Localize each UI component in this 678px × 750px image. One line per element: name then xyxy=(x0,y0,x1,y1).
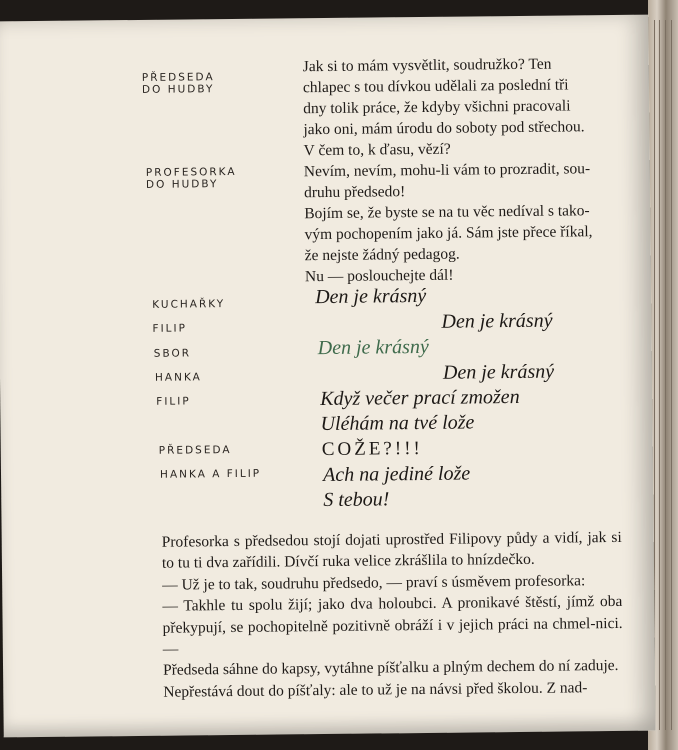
dialogue-profesorka xyxy=(304,158,605,287)
dialogue-line: Nu — poslouchejte dál! xyxy=(304,266,454,286)
speaker-name: PROFESORKA xyxy=(145,165,237,179)
dialogue-line: Bojím se, že byste se na tu věc nedíval s tako- xyxy=(304,202,590,223)
song-line-kucharky: Den je krásný xyxy=(315,284,427,309)
dialogue-line: dny tolik práce, že kdyby všichni pracovali xyxy=(303,97,571,118)
dialogue-line: chlapec s tou dívkou udělali za poslední tři xyxy=(302,76,569,97)
dialogue-line: druhu předsedo! xyxy=(303,183,406,202)
song-line-filip-1: Když večer prací zmožen xyxy=(320,385,520,411)
song-line-filip: Den je krásný xyxy=(441,309,553,333)
speaker-profesorka xyxy=(146,166,237,191)
prose-paragraph: Profesorka s předsedou stojí dojati uprostřed Filipovy půdy a vidí, jak si to tu ti dva zařídili. Dívčí ruka velice zkrášlila to hnízdečko. xyxy=(161,528,622,573)
speaker-hanka-a-filip: HANKA A FILIP xyxy=(159,467,262,481)
speaker-predseda xyxy=(142,71,215,96)
dialogue-line: V čem to, k ďasu, vězí? xyxy=(303,140,451,160)
prose-paragraph: — Už je to tak, soudruhu předsedo, — praví s úsměvem profesorka: xyxy=(162,572,586,594)
speaker-kucharky: KUCHAŘKY xyxy=(152,298,226,311)
dialogue-line: že nejste žádný pedagog. xyxy=(304,245,460,265)
dialogue-predseda xyxy=(303,53,604,161)
prose-paragraph: — Takhle tu spolu žijí; jako dva holoubci. A pronikavé štěstí, jímž oba překypují, se pochopitelně pozitivně obráží i v jejich práci na chmel-nici. — xyxy=(162,593,623,658)
song-line-predseda: COŽE?!!! xyxy=(321,437,423,461)
dialogue-line: Nevím, nevím, mohu-li vám to prozradit, sou- xyxy=(303,160,591,181)
prose-block xyxy=(162,527,624,703)
song-line-hanka-filip-2: S tebou! xyxy=(323,488,390,512)
dialogue-line: vým pochopením jako já. Sám jste přece říkal, xyxy=(304,223,593,244)
speaker-direction: DO HUDBY xyxy=(141,83,215,96)
dialogue-line: jako oni, mám úrodu do soboty pod střechou. xyxy=(303,118,585,139)
song-line-hanka-filip-1: Ach na jediné lože xyxy=(322,462,471,487)
prose-paragraph: Nepřestává dout do píšťaly: ale to už je na návsi před školou. Z nad- xyxy=(163,679,588,701)
speaker-predseda: PŘEDSEDA xyxy=(158,443,232,457)
prose-paragraph: Předseda sáhne do kapsy, vytáhne píšťalku a plným dechem do ní zaduje. xyxy=(162,657,619,680)
speaker-filip: FILIP xyxy=(156,395,191,408)
speaker-direction: DO HUDBY xyxy=(145,178,219,191)
speaker-sbor: SBOR xyxy=(153,347,192,360)
speaker-hanka: HANKA xyxy=(154,371,202,384)
book-page xyxy=(0,15,656,738)
speaker-filip: FILIP xyxy=(152,322,187,335)
dialogue-line: Jak si to mám vysvětlit, soudružko? Ten xyxy=(302,55,552,76)
song-line-filip-2: Uléhám na tvé lože xyxy=(320,411,475,436)
song-line-hanka: Den je krásný xyxy=(442,360,555,384)
speaker-name: PŘEDSEDA xyxy=(141,71,215,84)
song-line-sbor: Den je krásný xyxy=(317,335,429,360)
